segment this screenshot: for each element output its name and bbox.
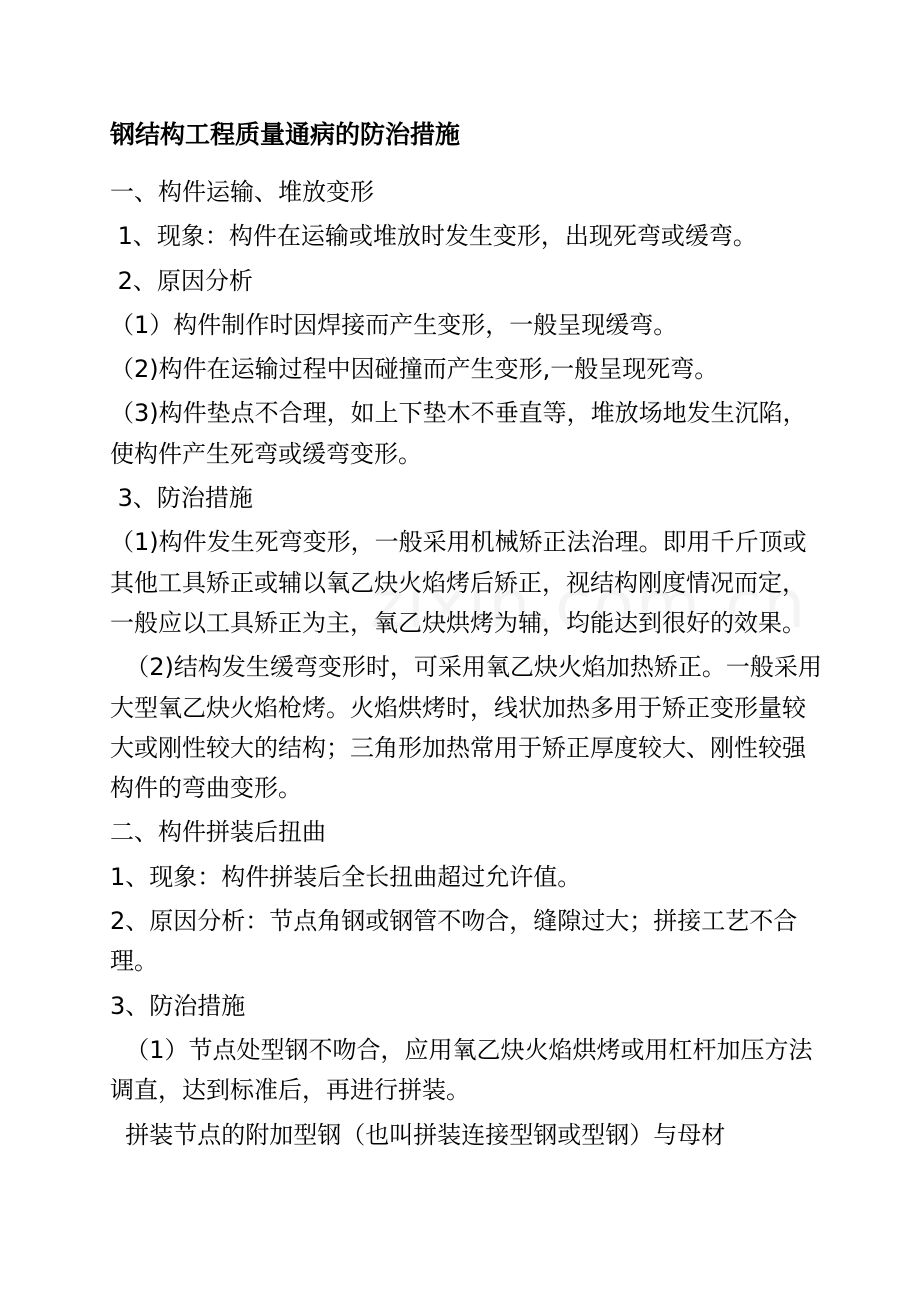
paragraph: 1、现象：构件在运输或堆放时发生变形，出现死弯或缓弯。: [110, 222, 757, 251]
section-heading: 一、构件运输、堆放变形: [110, 178, 374, 206]
paragraph: （1)构件发生死弯变形，一般采用机械矫正法治理。即用千斤顶或其他工具矫正或辅以氧乙炔火焰烤后矫正，视结构刚度情况而定，一般应以工具矫正为主，氧乙炔烘烤为辅，均能达到很好的效果。: [110, 528, 807, 637]
document-title: 钢结构工程质量通病的防治措施: [110, 120, 461, 149]
paragraph: （1）构件制作时因焊接而产生变形，一般呈现缓弯。: [110, 310, 678, 339]
paragraph: 拼装节点的附加型钢（也叫拼装连接型钢或型钢）与母材: [110, 1120, 726, 1149]
document-body: [110, 117, 822, 1155]
paragraph: 2、原因分析: [110, 266, 253, 295]
paragraph: （1）节点处型钢不吻合，应用氧乙炔火焰烘烤或用杠杆加压方法调直，达到标准后，再进行拼装。: [110, 1035, 813, 1105]
paragraph: 2、原因分析：节点角钢或钢管不吻合，缝隙过大；拼接工艺不合理。: [110, 907, 798, 976]
paragraph: （2)结构发生缓弯变形时，可采用氧乙炔火焰加热矫正。一般采用大型氧乙炔火焰枪烤。火焰烘烤时，线状加热多用于矫正变形量较大或刚性较大的结构；三角形加热常用于矫正厚度较大、刚性较强构件的弯曲变形。: [110, 653, 822, 803]
paragraph: （3)构件垫点不合理，如上下垫木不垂直等，堆放场地发生沉陷，使构件产生死弯或缓弯变形。: [110, 399, 807, 468]
paragraph: 3、防治措施: [110, 991, 246, 1020]
section-heading: 二、构件拼装后扭曲: [110, 818, 326, 847]
paragraph: （2)构件在运输过程中因碰撞而产生变形,一般呈现死弯。: [110, 355, 719, 384]
paragraph: 3、防治措施: [110, 484, 253, 513]
paragraph: 1、现象：构件拼装后全长扭曲超过允许值。: [110, 862, 582, 891]
